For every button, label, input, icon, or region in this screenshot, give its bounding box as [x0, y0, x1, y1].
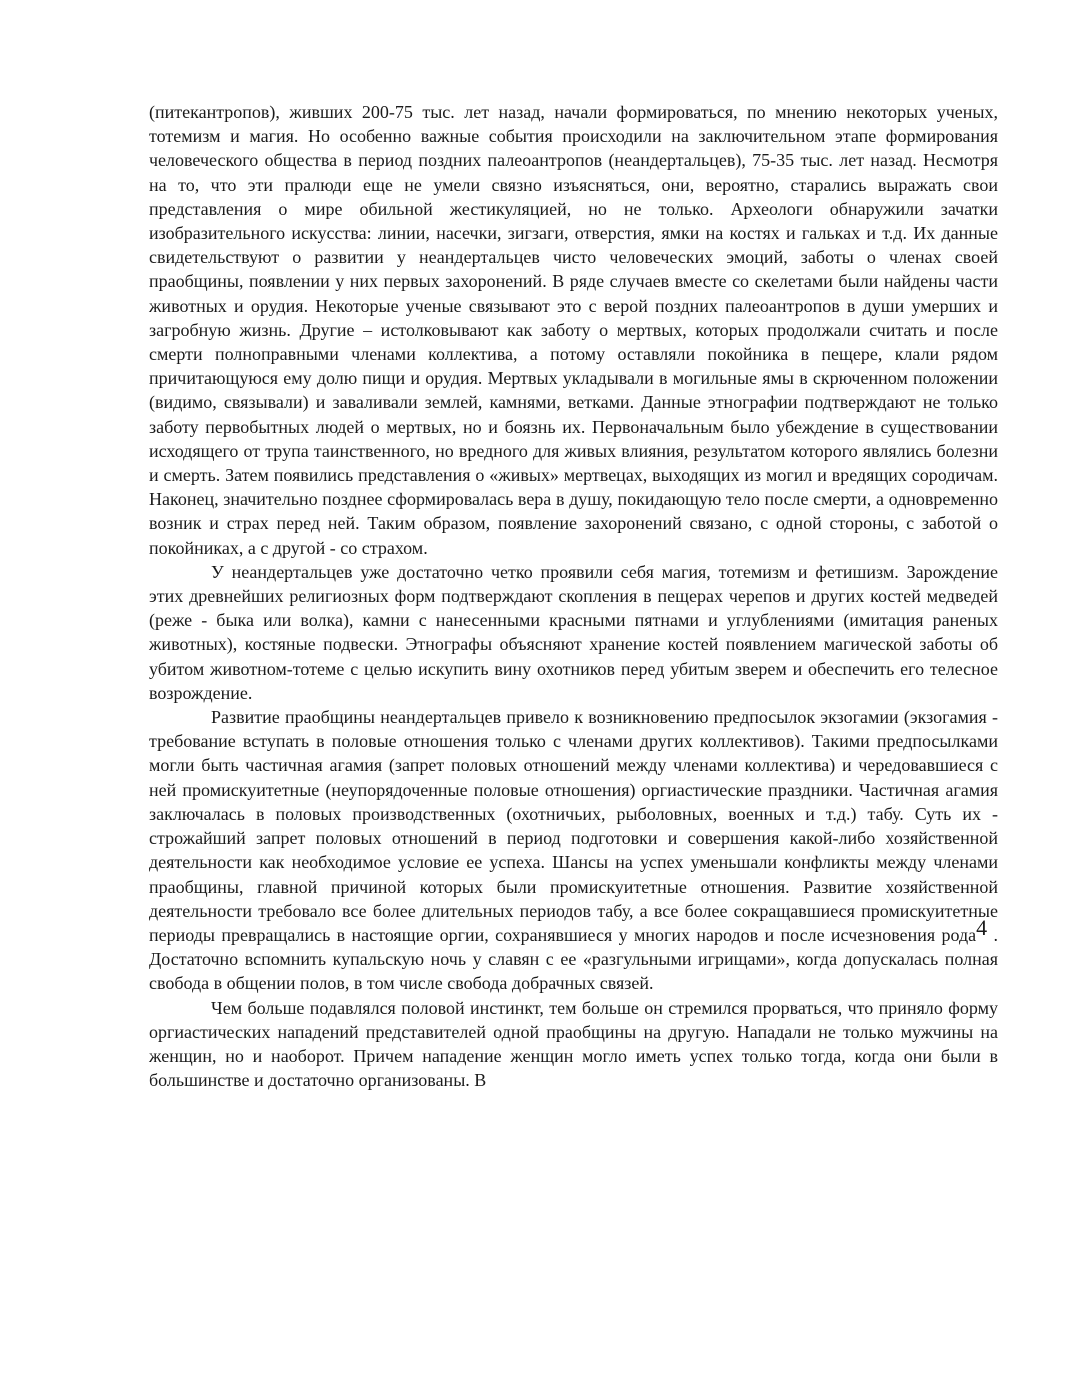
document-page [149, 100, 998, 1092]
paragraph-4: Чем больше подавлялся половой инстинкт, тем больше он стремился прорваться, что приняло форму оргиастических нападений представителей одной праобщины на другую. Нападали не только мужчины на женщин, но и наоборот. Причем нападение женщин могло иметь успех только тогда, когда они были в большинстве и достаточно организованы. В [149, 997, 998, 1091]
paragraph-2: У неандертальцев уже достаточно четко проявили себя магия, тотемизм и фетишизм. Зарождение этих древнейших религиозных форм подтверждают скопления в пещерах черепов и других костей медведей (реже - быка или волка), камни с нанесенными красными пятнами и углублениями (имитация раненых животных), костяные подвески. Этнографы объясняют хранение костей появлением магической заботы об убитом животном-тотеме с целью искупить вину охотников перед убитым зверем и обеспечить его телесное возрождение. [149, 561, 998, 703]
footnote-reference[interactable]: 4 [976, 914, 988, 940]
paragraph-3-text-after: . Достаточно вспомнить купальскую ночь у славян с ее «разгульными игрищами», когда допускалась полная свобода в общении полов, в том числе свобода добрачных связей. [149, 924, 998, 994]
paragraph-3 [149, 705, 998, 995]
paragraph-3-text-before: Развитие праобщины неандертальцев привело к возникновению предпосылок экзогамии (экзогамия - требование вступать в половые отношения только с членами других коллективов). Такими предпосылками могли быть частичная агамия (запрет половых отношений между членами коллектива) и чередовавшиеся с ней промискуитетные (неупорядоченные половые отношения) оргиастические праздники. Частичная агамия заключалась в половых производственных (охотничьих, рыболовных, военных и т.д.) табу. Суть их - строжайший запрет половых отношений в период подготовки и совершения какой-либо хозяйственной деятельности как необходимое условие ее успеха. Шансы на успех уменьшали конфликты между членами праобщины, главной причиной которых были промискуитетные отношения. Развитие хозяйственной деятельности требовало все более длительных периодов табу, а все более сокращавшиеся промискуитетные периоды превращались в настоящие оргии, сохранявшиеся у многих народов и после исчезновения рода [149, 707, 998, 945]
paragraph-1: (питекантропов), живших 200-75 тыс. лет назад, начали формироваться, по мнению некоторых ученых, тотемизм и магия. Но особенно важные события происходили на заключительном этапе формирования человеческого общества в период поздних палеоантропов (неандертальцев), 75-35 тыс. лет назад. Несмотря на то, что эти пралюди еще не умели связно изъясняться, они, вероятно, старались выражать свои представления о мире обильной жестикуляцией, но не только. Археологи обнаружили зачатки изобразительного искусства: линии, насечки, зигзаги, отверстия, ямки на костях и гальках и т.д. Их данные свидетельствуют о развитии у неандертальцев чисто человеческих эмоций, заботы о членах своей праобщины, появлении у них первых захоронений. В ряде случаев вместе со скелетами были найдены части животных и орудия. Некоторые ученые связывают это с верой поздних палеоантропов в души умерших и загробную жизнь. Другие – истолковывают как заботу о мертвых, которых продолжали считать и после смерти полноправными членами коллектива, а потому оставляли покойника в пещере, клали рядом причитающуюся ему долю пищи и орудия. Мертвых укладывали в могильные ямы в скрюченном положении (видимо, связывали) и заваливали землей, камнями, ветками. Данные этнографии подтверждают не только заботу первобытных людей о мертвых, но и боязнь их. Первоначальным было убеждение в существовании исходящего от трупа таинственного, но вредного для живых влияния, результатом которого являлись болезни и смерть. Затем появились представления о «живых» мертвецах, выходящих из могил и вредящих сородичам. Наконец, значительно позднее сформировалась вера в душу, покидающую тело после смерти, а одновременно возник и страх перед ней. Таким образом, появление захоронений связано, с одной стороны, с заботой о покойниках, а с другой - со страхом. [149, 102, 998, 558]
